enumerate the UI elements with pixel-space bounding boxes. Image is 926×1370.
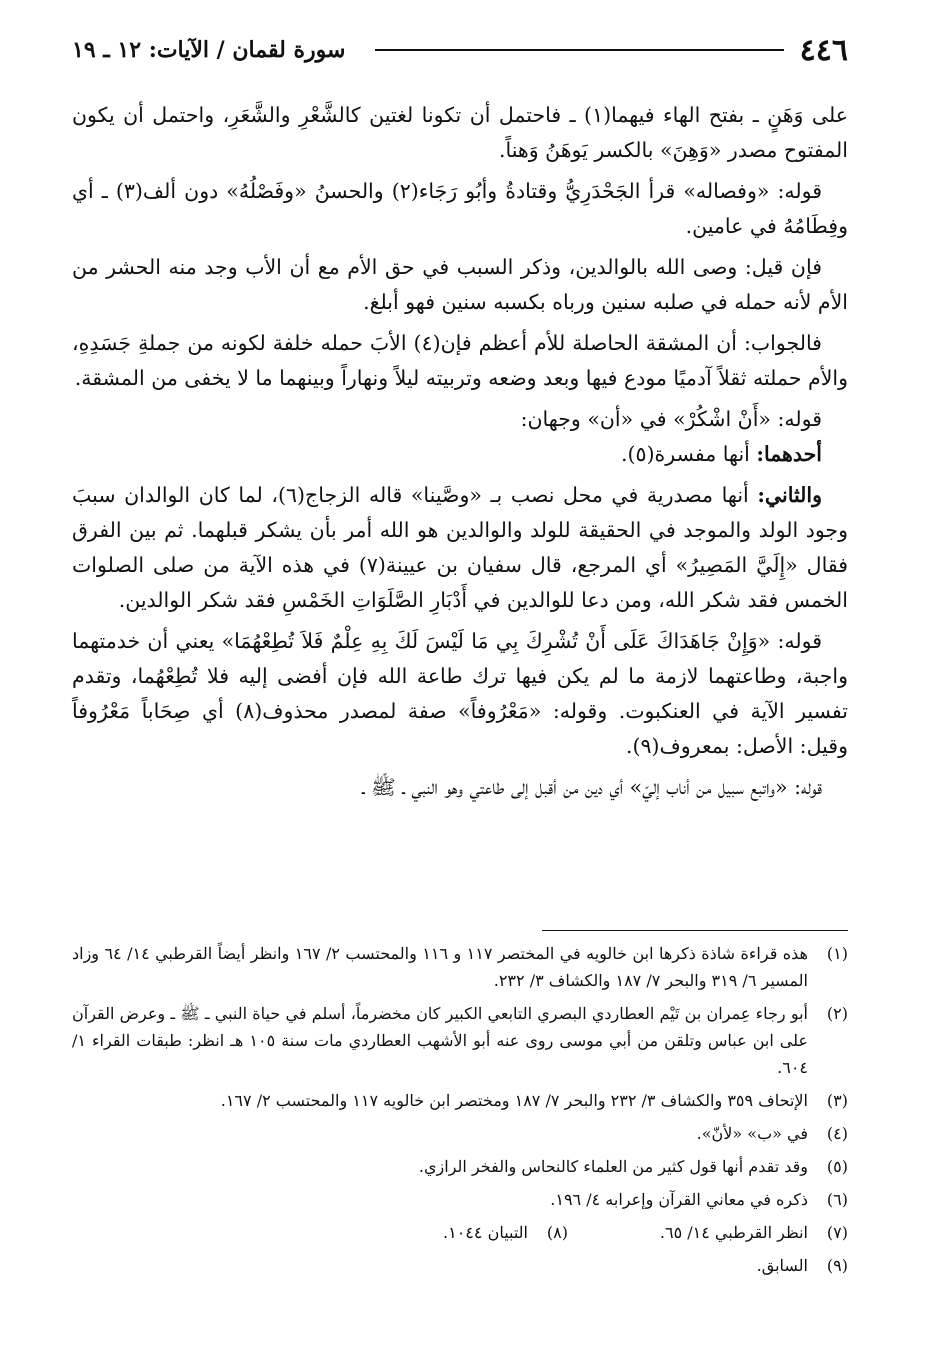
footnote-text: الإتحاف ٣٥٩ والكشاف ٣/ ٢٣٢ والبحر ٧/ ١٨٧ ومختصر ابن خالويه ١١٧ والمحتسب ٢/ ١٦٧. [220, 1091, 808, 1110]
paragraph [72, 478, 848, 618]
footnote-number: (٦) [826, 1190, 848, 1209]
footnote-text: انظر القرطبي ١٤/ ٦٥. [659, 1223, 808, 1242]
footnote [72, 940, 848, 994]
footnote-number: (٨) [546, 1223, 568, 1242]
paragraph: على وَهَنٍ ـ بفتح الهاء فيهما(١) ـ فاحتمل أن تكونا لغتين كالشَّعْرِ والشَّعَرِ، واحتمل أن يكون المفتوح مصدر «وَهِنَ» بالكسر يَوهَنُ وَهناً. [72, 103, 849, 162]
footnote [72, 1252, 848, 1279]
paragraph: قوله: «أَنْ اشْكُرْ» في «أن» وجهان: [520, 407, 822, 431]
paragraph: فالجواب: أن المشقة الحاصلة للأم أعظم فإن(٤) الأبَ حمله خلفة لكونه من جملةِ جَسَدِهِ، والأم حملته ثقلاً آدميًا مودع فيها وبعد وضعه وتربيته ليلاً ونهاراً وبينهما ما لا يخفى من المشقة. [72, 331, 848, 390]
label-second: والثاني: [757, 483, 822, 507]
label-first: أحدهما: [756, 442, 822, 466]
paragraph: قوله: «وَإِنْ جَاهَدَاكَ عَلَى أَنْ تُشْرِكَ بِي مَا لَيْسَ لَكَ بِهِ عِلْمٌ فَلاَ تُطِعْهُمَا» يعني أن خدمتهما واجبة، وطاعتهما لازمة ما لم يكن فيها ترك طاعة الله فإن أفضى إليه فلا تُطِعْهُما، وتقدم تفسير الآية في العنكبوت. وقوله: «مَعْرُوفاً» صفة لمصدر محذوف(٨) أي صِحَاباً مَعْرُوفاً وقيل: الأصل: بمعروف(٩). [72, 629, 848, 758]
footnote [72, 1000, 848, 1081]
paragraph: فإن قيل: وصى الله بالوالدين، وذكر السبب في حق الأم مع أن الأب وجد منه الحشر من الأم لأنه حمله في صلبه سنين ورباه بكسبه سنين فهو أبلغ. [72, 255, 848, 314]
footnote-number: (٣) [826, 1091, 848, 1110]
page-number: ٤٤٦ [799, 32, 848, 68]
footnote-number: (٧) [826, 1223, 848, 1242]
footnote-text: وقد تقدم أنها قول كثير من العلماء كالنحاس والفخر الرازي. [418, 1157, 808, 1176]
footnote-divider [542, 930, 848, 931]
footnote-number: (٩) [826, 1256, 848, 1275]
footnote [72, 1186, 848, 1213]
footnote-text: التبيان ١٠٤٤. [443, 1223, 528, 1242]
footnote-pair [72, 1219, 848, 1246]
footnote [72, 1153, 848, 1180]
page-header [72, 30, 848, 70]
paragraph: قوله: «وفصاله» قرأ الجَحْدَرِيُّ وقتادةُ وأبُو رَجَاء(٢) والحسنُ «وفَصْلُهُ» دون ألف(٣) ـ أي وفِطَامُهُ في عامين. [72, 179, 848, 238]
paragraph-text: أنها مصدرية في محل نصب بـ «وصَّينا» قاله الزجاج(٦)، لما كان الوالدان سببَ وجود الولد والموجد في الحقيقة للولد والوالدين هو الله أمر بأن يشكر قبلهما. ثم بين الفرق فقال «إِلَيَّ المَصِيرُ» أي المرجع، قال سفيان بن عيينة(٧) في هذه الآية من صلى الصلوات الخمس فقد شكر الله، ومن دعا للوالدين في أَدْبَارِ الصَّلَوَاتِ الخَمْسِ فقد شكر الوالدين. [72, 483, 848, 612]
paragraph: قوله: «واتبع سبيل من أناب إليّ» أي دين من أقبل إلى طاعتي وهو النبي ـ ﷺ ـ [361, 775, 822, 799]
running-title: سورة لقمان / الآيات: ١٢ ـ ١٩ [72, 37, 346, 63]
footnotes [72, 940, 848, 1285]
footnote-text: أبو رجاء عِمران بن تَيْم العطاردي البصري التابعي الكبير كان مخضرماً، أسلم في حياة النبي ـ ﷺ ـ وعرض القرآن على ابن عباس وتلقن من أبي موسى روى عنه أبو الأشهب العطاردي مات سنة ١٠٥ هـ انظر: طبقات القراء ١/ ٦٠٤. [72, 1004, 809, 1077]
header-rule [375, 49, 783, 51]
footnote-number: (٢) [826, 1004, 848, 1023]
paragraph [72, 437, 848, 472]
footnote-number: (١) [826, 944, 848, 963]
footnote-text: السابق. [756, 1256, 808, 1275]
footnote-number: (٥) [826, 1157, 848, 1176]
footnote-text: هذه قراءة شاذة ذكرها ابن خالويه في المختصر ١١٧ و ١١٦ والمحتسب ٢/ ١٦٧ وانظر أيضاً القرطبي ١٤/ ٦٤ وزاد المسير ٦/ ٣١٩ والبحر ٧/ ١٨٧ والكشاف ٣/ ٢٣٢. [72, 944, 808, 990]
footnote [72, 1120, 848, 1147]
paragraph-text: أنها مفسرة(٥). [621, 442, 757, 466]
main-text [72, 98, 848, 811]
footnote-number: (٤) [826, 1124, 848, 1143]
footnote-text: في «ب» «لأنّ». [696, 1124, 808, 1143]
footnote [72, 1087, 848, 1114]
footnote-text: ذكره في معاني القرآن وإعرابه ٤/ ١٩٦. [550, 1190, 808, 1209]
